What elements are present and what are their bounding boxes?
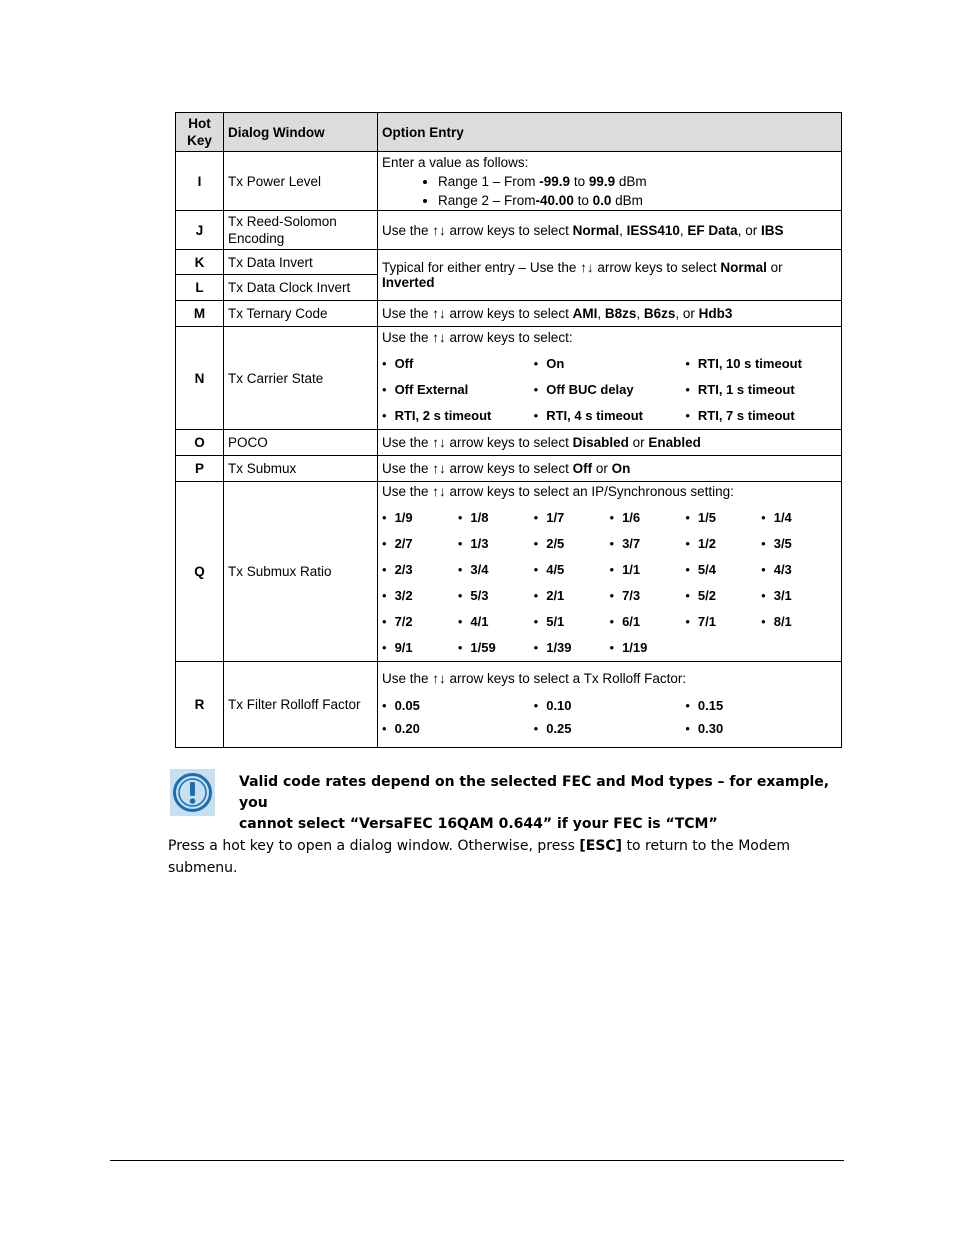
table-row <box>176 482 842 662</box>
option-item: • 4/3 <box>761 557 837 583</box>
option-item: • 5/1 <box>534 609 610 635</box>
option-intro: Use the ↑↓ arrow keys to select an IP/Synchronous setting: <box>382 484 734 499</box>
option-item: • 5/4 <box>685 557 761 583</box>
note-text <box>239 772 839 835</box>
dialog-window-cell: Tx Submux <box>224 456 378 482</box>
option-item: • 2/7 <box>382 531 458 557</box>
option-item: • 1/8 <box>458 505 534 531</box>
option-intro: Enter a value as follows: <box>382 154 529 170</box>
dialog-window-cell: Tx Reed-Solomon Encoding <box>224 211 378 250</box>
option-grid <box>382 351 837 429</box>
table-row <box>176 327 842 430</box>
hot-key-cell: L <box>176 275 224 301</box>
hot-key-cell: Q <box>176 482 224 662</box>
option-item: • 1/7 <box>534 505 610 531</box>
option-item: • 3/1 <box>761 583 837 609</box>
option-item: • 2/3 <box>382 557 458 583</box>
option-item: • 5/3 <box>458 583 534 609</box>
option-item: • 1/9 <box>382 505 458 531</box>
option-grid <box>382 694 837 740</box>
option-intro: Use the ↑↓ arrow keys to select a Tx Rolloff Factor: <box>382 671 687 686</box>
dialog-window-cell: Tx Data Invert <box>224 250 378 275</box>
option-item: • RTI, 2 s timeout <box>382 403 534 429</box>
table-row <box>176 662 842 748</box>
option-entry-cell: Use the ↑↓ arrow keys to select Normal, IESS410, EF Data, or IBS <box>378 211 842 250</box>
option-item: • 1/39 <box>534 635 610 661</box>
hot-key-cell: K <box>176 250 224 275</box>
hot-key-cell: R <box>176 662 224 748</box>
option-item: • 0.30 <box>685 717 837 740</box>
option-item: • 1/1 <box>610 557 686 583</box>
hot-key-cell: N <box>176 327 224 430</box>
option-item: • 5/2 <box>685 583 761 609</box>
option-item: • On <box>534 351 686 377</box>
esc-key-label: [ESC] <box>579 838 623 854</box>
option-item: • RTI, 10 s timeout <box>685 351 837 377</box>
range-list <box>382 172 837 210</box>
option-item: • 1/19 <box>610 635 686 661</box>
option-item: • 1/6 <box>610 505 686 531</box>
option-intro: Use the ↑↓ arrow keys to select: <box>382 329 573 345</box>
option-item: • Off External <box>382 377 534 403</box>
table-row <box>176 152 842 211</box>
table-row <box>176 430 842 456</box>
dialog-window-cell: Tx Submux Ratio <box>224 482 378 662</box>
option-item: • 3/5 <box>761 531 837 557</box>
option-item: • RTI, 4 s timeout <box>534 403 686 429</box>
option-item: • 3/4 <box>458 557 534 583</box>
option-entry-cell: Use the ↑↓ arrow keys to select Off or On <box>378 456 842 482</box>
table-row <box>176 301 842 327</box>
table-row <box>176 211 842 250</box>
note-line: Valid code rates depend on the selected FEC and Mod types – for example, you <box>239 774 830 811</box>
hot-key-cell: J <box>176 211 224 250</box>
dialog-window-cell: Tx Power Level <box>224 152 378 211</box>
dialog-window-cell: Tx Data Clock Invert <box>224 275 378 301</box>
important-note <box>170 769 850 832</box>
option-entry-cell <box>378 327 842 430</box>
option-item: • 0.05 <box>382 694 534 717</box>
footer-divider <box>110 1160 844 1161</box>
hot-key-table <box>175 112 842 748</box>
option-item: • 0.25 <box>534 717 686 740</box>
header-hot-key: Hot Key <box>176 113 224 152</box>
option-entry-cell: Typical for either entry – Use the ↑↓ arrow keys to select Normal or Inverted <box>378 250 842 301</box>
option-item: • 1/4 <box>761 505 837 531</box>
option-item: • 1/3 <box>458 531 534 557</box>
option-item: • Off BUC delay <box>534 377 686 403</box>
option-entry-cell: Use the ↑↓ arrow keys to select AMI, B8zs, B6zs, or Hdb3 <box>378 301 842 327</box>
hot-key-cell: M <box>176 301 224 327</box>
option-item: • RTI, 7 s timeout <box>685 403 837 429</box>
option-item: • 0.20 <box>382 717 534 740</box>
header-dialog-window: Dialog Window <box>224 113 378 152</box>
dialog-window-cell: Tx Carrier State <box>224 327 378 430</box>
option-item: • 3/7 <box>610 531 686 557</box>
option-entry-cell <box>378 662 842 748</box>
note-line: cannot select “VersaFEC 16QAM 0.644” if your FEC is “TCM” <box>239 816 718 832</box>
option-item: • 4/5 <box>534 557 610 583</box>
option-grid <box>382 505 837 661</box>
option-entry-cell <box>378 482 842 662</box>
option-item: • RTI, 1 s timeout <box>685 377 837 403</box>
option-item: • 0.10 <box>534 694 686 717</box>
option-item: • 1/59 <box>458 635 534 661</box>
option-item: • 8/1 <box>761 609 837 635</box>
option-item: • 1/5 <box>685 505 761 531</box>
option-item: • Off <box>382 351 534 377</box>
dialog-window-cell: Tx Ternary Code <box>224 301 378 327</box>
option-item: • 4/1 <box>458 609 534 635</box>
option-item: • 1/2 <box>685 531 761 557</box>
option-item: • 7/2 <box>382 609 458 635</box>
range-item: • Range 2 – From-40.00 to 0.0 dBm <box>438 191 837 210</box>
option-item: • 3/2 <box>382 583 458 609</box>
important-info-icon <box>170 769 215 816</box>
hot-key-cell: O <box>176 430 224 456</box>
option-item: • 7/1 <box>685 609 761 635</box>
dialog-window-cell: Tx Filter Rolloff Factor <box>224 662 378 748</box>
hot-key-cell: P <box>176 456 224 482</box>
option-item: • 7/3 <box>610 583 686 609</box>
table-row <box>176 456 842 482</box>
option-item: • 6/1 <box>610 609 686 635</box>
option-item: • 0.15 <box>685 694 837 717</box>
option-entry-cell: Use the ↑↓ arrow keys to select Disabled or Enabled <box>378 430 842 456</box>
table-header-row <box>176 113 842 152</box>
option-item: • 9/1 <box>382 635 458 661</box>
header-option-entry: Option Entry <box>378 113 842 152</box>
instruction-paragraph: Press a hot key to open a dialog window. Otherwise, press [ESC] to return to the Modem submenu. <box>168 838 791 876</box>
range-item: • Range 1 – From -99.9 to 99.9 dBm <box>438 172 837 191</box>
hot-key-cell: I <box>176 152 224 211</box>
dialog-window-cell: POCO <box>224 430 378 456</box>
option-item: • 2/1 <box>534 583 610 609</box>
option-item: • 2/5 <box>534 531 610 557</box>
option-entry-cell <box>378 152 842 211</box>
table-row <box>176 250 842 275</box>
